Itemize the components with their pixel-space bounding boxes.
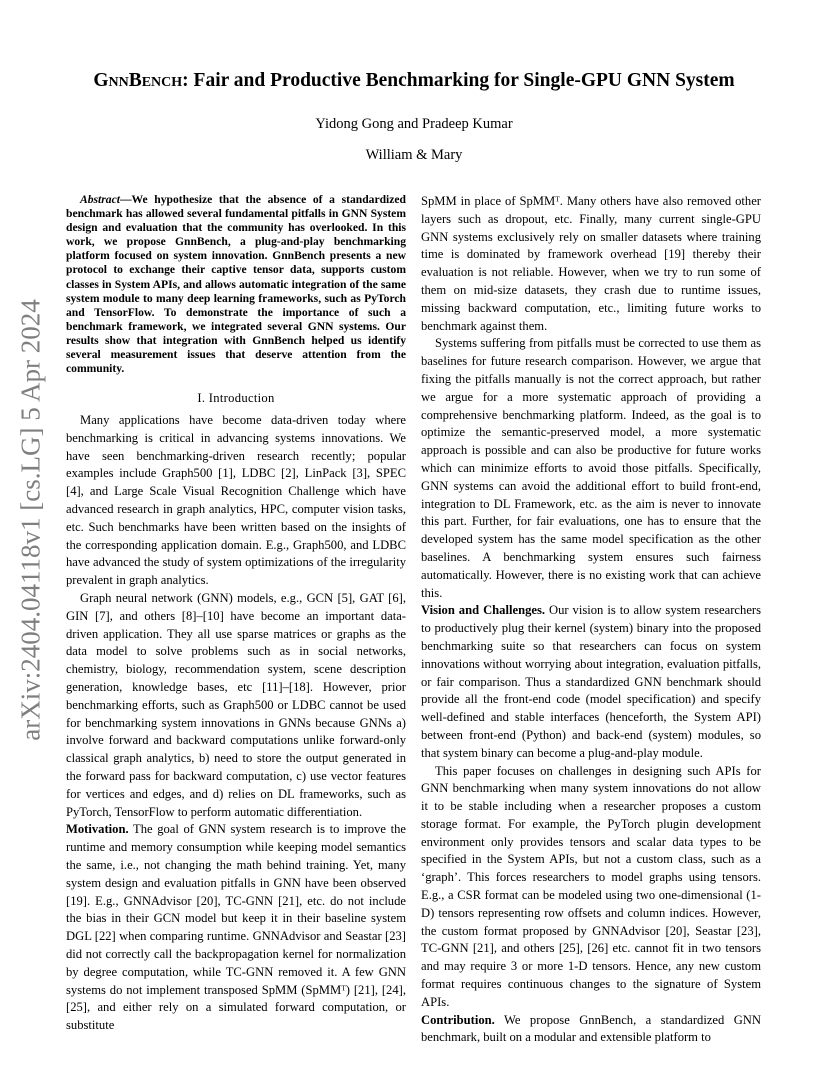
vision-paragraph — [421, 602, 761, 762]
motivation-paragraph — [66, 821, 406, 1035]
abstract-label: Abstract — [80, 193, 120, 206]
contribution-paragraph — [421, 1012, 761, 1048]
arxiv-stamp: arXiv:2404.04118v1 [cs.LG] 5 Apr 2024 — [15, 299, 46, 741]
contribution-text: We propose GnnBench, a standardized GNN benchmark, built on a modular and extensible platform to — [421, 1012, 761, 1045]
vision-heading: Vision and Challenges. — [421, 603, 546, 618]
title-rest: : Fair and Productive Benchmarking for Single-GPU GNN System — [182, 70, 735, 91]
section-heading-introduction: I. Introduction — [197, 391, 275, 406]
intro-paragraph-2: Graph neural network (GNN) models, e.g., GCN [5], GAT [6], GIN [7], and others [8]–[10] have become an important data-driven application. They all use sparse matrices or graphs as the data model to solve problems such as in social networks, chemistry, biology, recommendation system, scene description generation, knowledge bases, etc [11]–[18]. However, prior benchmarking efforts, such as Graph500 or LDBC cannot be used for benchmarking system innovations in GNNs because GNNs a) involve forward and backward computations unlike forward-only classical graph analytics, b) need to store the output generated in the forward pass for backward computation, c) use vector features for vertices and edges, and d) relies on DL frameworks, such as PyTorch, TensorFlow to perform automatic differentiation. — [66, 590, 406, 819]
right-column — [421, 193, 761, 1047]
motivation-heading: Motivation. — [66, 822, 129, 837]
paper-affiliation: William & Mary — [365, 147, 463, 163]
abstract — [66, 193, 406, 376]
intro-paragraph-1: Many applications have become data-driven today where benchmarking is critical in advancing systems innovations. We have seen benchmarking-driven research recently; popular examples include Graph500 [1], LDBC [2], LinPack [3], SPEC [4], and Large Scale Visual Recognition Challenge which have advanced research in graph analytics, HPC, computer vision tasks, etc. Such benchmarks have been written based on the insights of the corresponding application domain. E.g., Graph500, and LDBC have advanced the study of system optimizations of the irregularity prevalent in graph analytics. — [66, 413, 406, 588]
left-column — [66, 193, 406, 1035]
contribution-heading: Contribution. — [421, 1012, 495, 1027]
paper-authors: Yidong Gong and Pradeep Kumar — [315, 116, 513, 132]
arxiv-sidebar — [8, 290, 54, 750]
title-system-name: GnnBench — [93, 70, 183, 91]
abstract-text: —We hypothesize that the absence of a standardized benchmark has allowed several fundamental pitfalls in GNN System design and evaluation that the community has overlooked. In this work, we propose GnnBench, a plug-and-play benchmarking platform focused on system innovation. GnnBench presents a new protocol to exchange their captive tensor data, supports custom classes in System APIs, and allows automatic integration of the same system module to many deep learning frameworks, such as PyTorch and TensorFlow. To demonstrate the importance of such a benchmark framework, we integrated several GNN systems. Our results show that integration with GnnBench helped us identify several measurement issues that deserve attention from the community. — [66, 193, 406, 376]
paper-title — [0, 70, 828, 92]
right-paragraph-1: SpMM in place of SpMMᵀ. Many others have also removed other layers such as dropout, etc. Finally, many current single-GPU GNN systems exclusively rely on smaller datasets where training time is dominated by framework overhead [19] thereby their evaluation is not reliable. However, when we try to run some of them on mid-size datasets, they crash due to runtime issues, missing backward computation, etc., limiting future works to benchmark against them. — [421, 194, 761, 333]
right-paragraph-4: This paper focuses on challenges in designing such APIs for GNN benchmarking when many system innovations do not allow it to be stable including when a researcher proposes a custom storage format. For example, the PyTorch plugin development environment only provides tensors and scalar data types to be specified in the System APIs, but not a custom class, such as a ‘graph’. This forces researchers to model graphs using tensors. E.g., a CSR format can be modeled using two one-dimensional (1-D) tensors representing row offsets and column indices. However, the custom format proposed by GNNAdvisor [20], Seastar [23], TC-GNN [21], and others [25], [26] etc. cannot fit in two tensors and may require 3 or more 1-D tensors. Hence, any new custom format requires continuous changes to the signature of System APIs. — [421, 763, 761, 1009]
motivation-text: The goal of GNN system research is to improve the runtime and memory consumption while keeping model semantics the same, i.e., not changing the math behind training. Yet, many system design and evaluation pitfalls in GNN have been observed [19]. E.g., GNNAdvisor [20], TC-GNN [21], etc. do not include the bias in their GCN model but keep it in their baseline system DGL [22] when comparing runtime. GNNAdvisor and Seastar [23] did not correctly call the backpropagation kernel for normalization by degree computation, while TC-GNN removed it. A few GNN systems do not implement transposed SpMM (SpMMᵀ) [21], [24], [25], and either rely on a simulated forward computation, or substitute — [66, 822, 406, 1033]
vision-text: Our vision is to allow system researchers to productively plug their kernel (system) binary into the proposed benchmarking suite so that researchers can focus on system innovations without worrying about integration, evaluation pitfalls, or fair comparison. Thus a standardized GNN benchmark should provide all the front-end code (model specification) and specify well-defined and stable interfaces (henceforth, the System API) between front-end (Python) and back-end (system) modules, so that system binary can become a plug-and-play module. — [421, 603, 762, 760]
right-paragraph-2: Systems suffering from pitfalls must be corrected to use them as baselines for future research comparison. However, we argue that fixing the pitfalls manually is not the correct approach, but rather we argue for a more systematic approach of providing a comprehensive benchmarking platform. Indeed, as the goal is to optimize the semantic-preserved model, a more systematic approach is possible and can also be productive for future works which can minimize efforts to avoid those pitfalls. Specifically, GNN systems can avoid the additional effort to build front-end, integration to DL Framework, etc. as the aim is never to innovate this part. Further, for fair evaluations, one has to ensure that the developed system has the same model specification as the other baselines. A benchmarking system ensures such fairness automatically. However, there is no existing work that can achieve this. — [421, 336, 761, 600]
